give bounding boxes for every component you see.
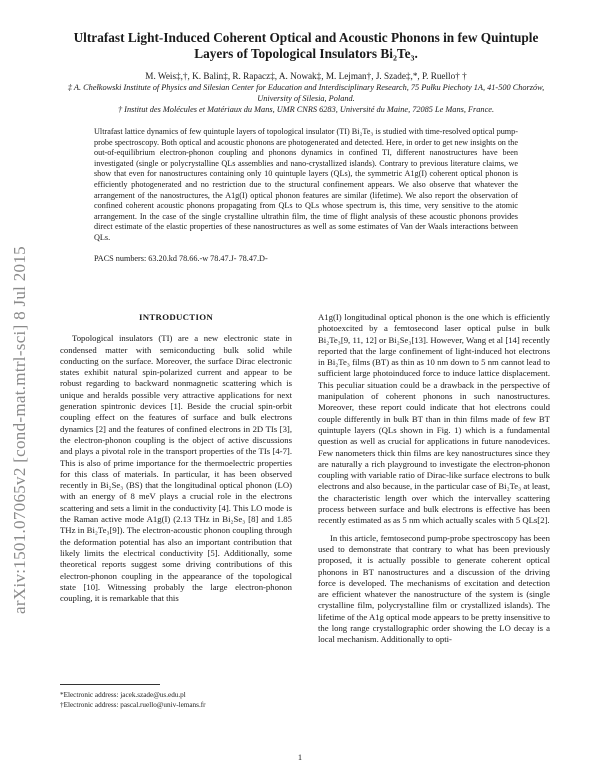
left-column — [60, 312, 292, 604]
abstract: Ultrafast lattice dynamics of few quintuple layers of topological insulator (TI) Bi₂Te₃ is studied with time-resolved optical pump-probe spectroscopy. Both optical and acoustic phonons are photogenerated and detected. Here, in order to get new insights on the out-of-equilibrium electron-phonon coupling and phonons dynamics in confined TI, different nanostructures have been investigated (single or polycrystalline QLs assemblies and nano-crystallized islands). Contrary to previous literature claims, we show that even for nanostructures containing only 10 quintuple layers (QLs), the symmetric A1g(I) coherent optical phonon is efficiently photogenerated and no restriction due to the structural confinement appears. We also observe that whatever the arrangement of the nanostructures, the A1g(I) optical phonon features are similar (lifetime). We also report the observation of confined coherent acoustic phonons propagating from QLs to QLs whose spectrum is, this time, very sensitive to the atomic arrangement. In the case of the single crystalline ultrathin film, the time of flight analysis of these acoustic phonons provides direct estimate of the elastic properties of these nanostructures as well as some estimates of Van der Waals interactions between QLs. — [94, 127, 518, 242]
section-title-introduction: INTRODUCTION — [139, 312, 213, 322]
arxiv-identifier: arXiv:1501.07065v2 [cond-mat.mtrl-sci] 8 Jul 2015 — [10, 246, 29, 614]
right-column — [318, 312, 550, 646]
paper-page — [60, 30, 552, 645]
footnotes — [60, 684, 292, 710]
affiliation-1: ‡ A. Chełkowski Institute of Physics and Silesian Center for Education and Interdisciplinary Research, 75 Pułku Piechoty 1A, 41-500 Chorzów, University of Silesia, Poland. — [67, 83, 545, 103]
affiliation-2: † Institut des Molécules et Matériaux du Mans, UMR CNRS 6283, Université du Maine, 72085 Le Mans, France. — [117, 105, 495, 114]
pacs-numbers: PACS numbers: 63.20.kd 78.66.-w 78.47.J- 78.47.D- — [94, 253, 268, 263]
arxiv-sidebar — [2, 220, 38, 640]
paragraph: In this article, femtosecond pump-probe spectroscopy has been used to demonstrate that contrary to what has been previously proposed, it is actually possible to generate coherent optical phonons in BT nanostructures and a discussion of the driving force is developed. The mechanisms of excitation and detection are efficient whatever the nanostructure of the system is (single crystalline film, polycrystalline film or crystallized islands). The lifetime of the A1g optical mode appears to be pretty insensitive to the long range crystallographic order showing the LO decay is a local mechanism. Additionally to opti- — [318, 532, 550, 645]
paper-title: Ultrafast Light-Induced Coherent Optical and Acoustic Phonons in few Quintuple Layers of Topological Insulators Bi₂Te₃. — [73, 30, 539, 61]
footnote-email-ruello: †Electronic address: pascal.ruello@univ-lemans.fr — [60, 700, 206, 709]
footnote-email-szade: *Electronic address: jacek.szade@us.edu.pl — [60, 691, 186, 699]
author-list: M. Weis‡,†, K. Balin‡, R. Rapacz‡, A. Nowak‡, M. Lejman†, J. Szade‡,*, P. Ruello† † — [145, 71, 467, 81]
paragraph: Topological insulators (TI) are a new electronic state in condensed matter with semiconducting bulk solid while conducting on the surface. Moreover, the surface Dirac electronic states exhibit natural spin-polarized current and appear to be robust regarding to backward nonmagnetic scattering which is unique and heralds possible very attractive applications for next generation spintronic devices [1]. Beside the crucial spin-orbit coupling effect on the features of surface and bulk electrons dynamics [2] and the features of confined electrons in 2D TIs [3], the electron-phonon coupling is the object of active discussions and plays a pivotal role in the transport properties of the TIs [4-7]. This is also of prime importance for the thermoelectric properties for this class of materials. In particular, it has been observed recently in Bi₂Se₃ (BS) that the longitudinal optical phonon (LO) with an energy of 8 meV plays a crucial role in the electrons scattering and sets a limit in the conductivity [4]. This LO mode is the Raman active mode A1g(I) (2.13 THz in Bi₂Se₃ [8] and 1.85 THz in Bi₂Te₃[9]). The electron-acoustic phonon coupling through the deformation potential has also an important contribution that likely limits the electrical conductivity [5]. Additionally, some theoretical reports suggest some driving contributions of this electron-phonon coupling in the appearance of the topological state [10]. Witnessing probably the large electron-phonon coupling, it is remarkable that this — [60, 333, 292, 604]
footnote-rule — [60, 684, 160, 685]
paragraph: A1g(I) longitudinal optical phonon is the one which is efficiently photoexcited by a femtosecond laser optical pulse in bulk Bi₂Te₃[9, 11, 12] or Bi₂Se₃[13]. However, Wang et al [14] recently reported that the large confinement of light-induced hot electrons in Bi₂Te₃ films (BT) as thin as 10 nm down to 5 nm cannot lead to sufficient large photoinduced force to induce lattice displacement. This peculiar situation could be a drawback in the perspective of manipulation of coherent phonons in such nanostructures. Moreover, these report could indicate that hot electrons could couple differently in bulk BT than in thin films made of few BT quintuple layers (QLs shown in Fig. 1) which is a fundamental question as well as crucial for applications in future nanodevices. Few nanometers thick thin films are key nanostructures since they are naturally a rich playground to investigate the electron-phonon coupling with variable ratio of Dirac-like surface electrons to bulk electrons and also because, in the particular case of Bi₂Te₃ at least, the characteristic length over which the intervalley scattering process between surface and bulk electrons is effective has been recently estimated as as 5 nm which actually scales with 5 QLs[2]. — [318, 312, 550, 526]
page-number: 1 — [297, 752, 303, 762]
